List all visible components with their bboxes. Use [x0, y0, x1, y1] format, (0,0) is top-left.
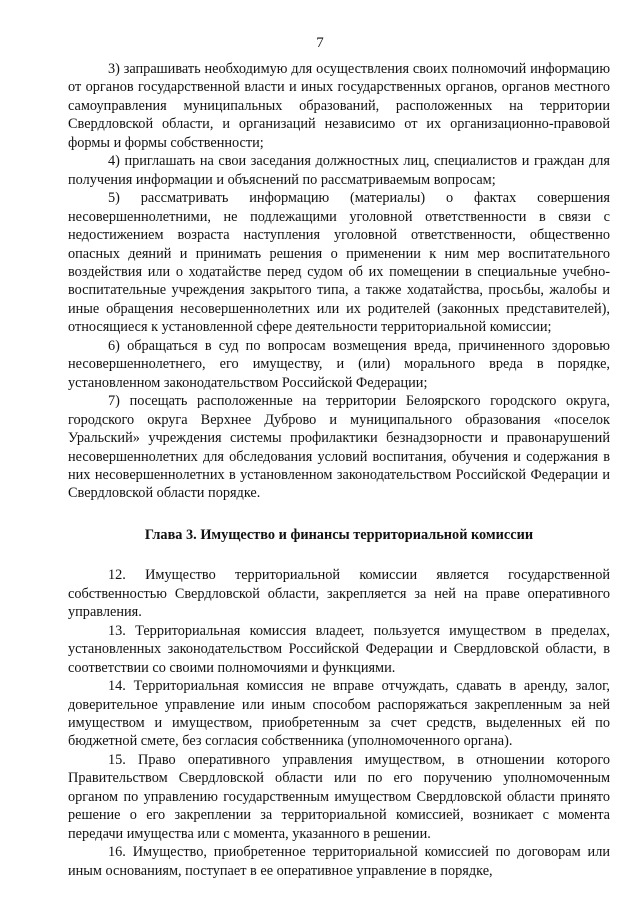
list-item: 5) рассматривать информацию (материалы) о фактах совершения несовершеннолетними, не подлежащими уголовной ответственности в связи с недостижением возраста наступления уголовной ответственности, общественно опасных деяний и принимать решения о применении к ним мер воспитательного воздействия или о ходатайстве перед судом об их помещении в специальные учебно-воспитательные учреждения закрытого типа, а также ходатайства, просьбы, жалобы и иные обращения несовершеннолетних или их родителей (законных представителей), относящиеся к установленной сфере деятельности территориальной комиссии; [68, 190, 610, 336]
paragraph: 16. Имущество, приобретенное территориальной комиссией по договорам или иным основаниям, поступает в ее оперативное управление в порядке, [68, 844, 610, 879]
document-body [68, 60, 610, 880]
paragraph: 15. Право оперативного управления имуществом, в отношении которого Правительством Свердловской области или по его поручению уполномоченным органом по управлению государственным имуществом Свердловской области принято решение о его закреплении за территориальной комиссией, возникает с момента передачи имущества или с момента, указанного в решении. [68, 751, 610, 842]
paragraph: 13. Территориальная комиссия владеет, пользуется имуществом в пределах, установленных законодательством Российской Федерации и Свердловской области, в соответствии со своими полномочиями и функциями. [68, 622, 610, 676]
list-item: 6) обращаться в суд по вопросам возмещения вреда, причиненного здоровью несовершеннолетнего, его имуществу, и (или) морального вреда в порядке, установленном законодательством Российской Федерации; [68, 337, 610, 391]
list-item: 4) приглашать на свои заседания должностных лиц, специалистов и граждан для получения информации и объяснений по рассматриваемым вопросам; [68, 153, 610, 188]
page-number: 7 [316, 35, 324, 51]
chapter-heading: Глава 3. Имущество и финансы территориальной комиссии [144, 526, 534, 543]
list-item: 3) запрашивать необходимую для осуществления своих полномочий информацию от органов государственной власти и иных государственных органов, органов местного самоуправления муниципальных образований, расположенных на территории Свердловской области, и организаций независимо от их организационно-правовой формы и формы собственности; [68, 61, 610, 151]
paragraph: 12. Имущество территориальной комиссии является государственной собственностью Свердловской области, закрепляется за ней на праве оперативного управления. [68, 567, 610, 621]
paragraph: 14. Территориальная комиссия не вправе отчуждать, сдавать в аренду, залог, доверительное управление или иным способом распоряжаться закрепленным за ней имуществом и имуществом, приобретенным за счет средств, выделенных ей по бюджетной смете, без согласия собственника (уполномоченного органа). [68, 678, 610, 750]
list-item: 7) посещать расположенные на территории Белоярского городского округа, городского округа Верхнее Дуброво и муниципального образования «поселок Уральский» учреждения системы профилактики безнадзорности и правонарушений несовершеннолетних для обследования условий воспитания, обучения и содержания в них несовершеннолетних в установленном законодательством Российской Федерации и Свердловской области порядке. [68, 393, 610, 502]
